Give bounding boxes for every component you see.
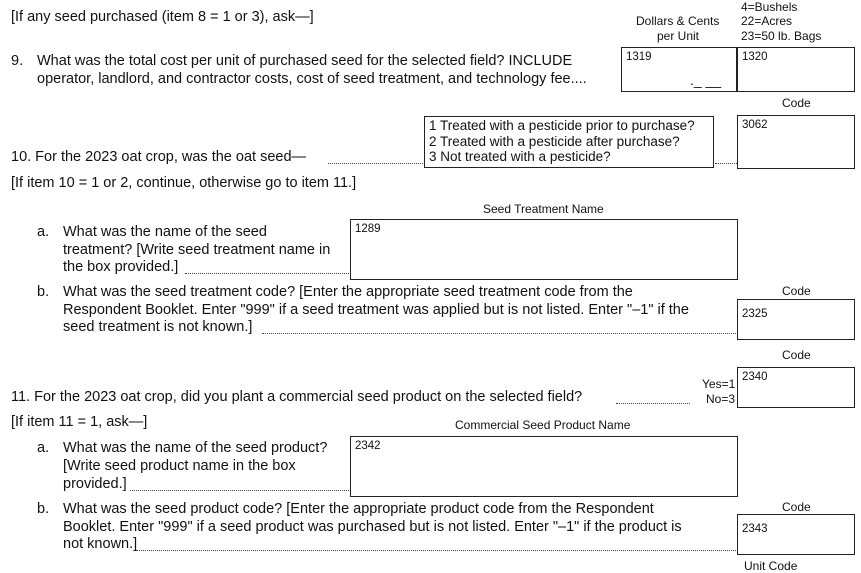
q11b-leader xyxy=(136,550,736,551)
q10-option-1[interactable]: 1 Treated with a pesticide prior to purchase? xyxy=(429,118,695,133)
unit-option-acres: 22=Acres xyxy=(741,14,793,28)
q10b-line1: What was the seed treatment code? [Enter the appropriate seed treatment code from the xyxy=(63,284,633,300)
q11b-letter: b. xyxy=(37,501,50,517)
q11-yes-label: Yes=1 xyxy=(702,377,736,391)
unit-option-bushels: 4=Bushels xyxy=(741,0,798,14)
q9-cost-field[interactable] xyxy=(621,47,737,92)
q9-line2: operator, landlord, and contractor costs, cost of seed treatment, and technology fee.... xyxy=(37,71,587,87)
q10-code-field[interactable] xyxy=(737,115,855,169)
q11a-letter: a. xyxy=(37,440,50,456)
q10a-line3: the box provided.] xyxy=(63,259,179,275)
q10a-leader xyxy=(185,273,349,274)
q10-code: 3062 xyxy=(742,119,768,131)
q11b-line3: not known.] xyxy=(63,536,138,552)
q10-question: 10. For the 2023 oat crop, was the oat seed— xyxy=(11,149,307,165)
q11b-code-field[interactable] xyxy=(737,514,855,555)
q10-option-3[interactable]: 3 Not treated with a pesticide? xyxy=(429,149,611,164)
q11a-box-title: Commercial Seed Product Name xyxy=(455,418,631,432)
q11b-code-label: Code xyxy=(782,500,811,514)
q11-code: 2340 xyxy=(742,371,768,383)
q9-unit-code: 1320 xyxy=(742,51,768,63)
q9-line1: What was the total cost per unit of purchased seed for the selected field? INCLUDE xyxy=(37,53,573,69)
q10b-code: 2325 xyxy=(742,308,768,320)
q11a-line1: What was the name of the seed product? xyxy=(63,440,328,456)
q11a-line3: provided.] xyxy=(63,476,127,492)
q10b-code-label: Code xyxy=(782,284,811,298)
q11-leader xyxy=(616,403,690,404)
q10-option-2[interactable]: 2 Treated with a pesticide after purchase? xyxy=(429,133,680,149)
q11a-leader xyxy=(130,490,349,491)
q10-options-box xyxy=(424,116,714,168)
q11a-line2: [Write seed product name in the box xyxy=(63,458,296,474)
q10b-line3: seed treatment is not known.] xyxy=(63,319,253,335)
q10a-code: 1289 xyxy=(355,223,381,235)
q9-cost-code: 1319 xyxy=(626,51,652,63)
unit-code-label: Unit Code xyxy=(744,559,798,573)
q10a-line2: treatment? [Write seed treatment name in xyxy=(63,242,331,258)
per-unit-label: per Unit xyxy=(657,29,700,43)
q11b-code: 2343 xyxy=(742,523,768,535)
q10b-letter: b. xyxy=(37,284,50,300)
q11b-line2: Booklet. Enter "999" if a seed product was purchased but is not listed. Enter "–1" if the product is xyxy=(63,519,682,535)
q11-question: 11. For the 2023 oat crop, did you plant a commercial seed product on the selected field? xyxy=(11,389,583,405)
q11-code-field[interactable] xyxy=(737,367,855,408)
q10b-line2: Respondent Booklet. Enter "999" if a seed treatment was applied but is not listed. Enter "–1" if the xyxy=(63,302,689,318)
q11a-code: 2342 xyxy=(355,440,381,452)
q10b-leader xyxy=(262,333,736,334)
q11-no-label: No=3 xyxy=(706,392,736,406)
q10-leader xyxy=(328,163,423,164)
intro-instruction: [If any seed purchased (item 8 = 1 or 3), ask—] xyxy=(11,9,314,25)
q10a-line1: What was the name of the seed xyxy=(63,224,267,240)
q11-skip-instruction: [If item 11 = 1, ask—] xyxy=(11,414,148,430)
q10-leader-2 xyxy=(715,163,737,164)
code-label: Code xyxy=(782,96,811,110)
q9-decimal-placeholder: ._ __ xyxy=(690,72,722,88)
q10a-letter: a. xyxy=(37,224,50,240)
q10a-name-field[interactable] xyxy=(350,219,738,280)
q10a-box-title: Seed Treatment Name xyxy=(483,202,604,216)
q9-unit-field[interactable] xyxy=(737,47,855,92)
unit-option-bags: 23=50 lb. Bags xyxy=(741,29,822,43)
q11-code-label: Code xyxy=(782,348,811,362)
q10b-code-field[interactable] xyxy=(737,299,855,340)
q10-skip-instruction: [If item 10 = 1 or 2, continue, otherwise go to item 11.] xyxy=(11,175,357,191)
dollars-label: Dollars & Cents xyxy=(636,14,720,28)
q9-number: 9. xyxy=(11,53,24,69)
q11b-line1: What was the seed product code? [Enter the appropriate product code from the Respondent xyxy=(63,501,654,517)
q11a-name-field[interactable] xyxy=(350,436,738,497)
